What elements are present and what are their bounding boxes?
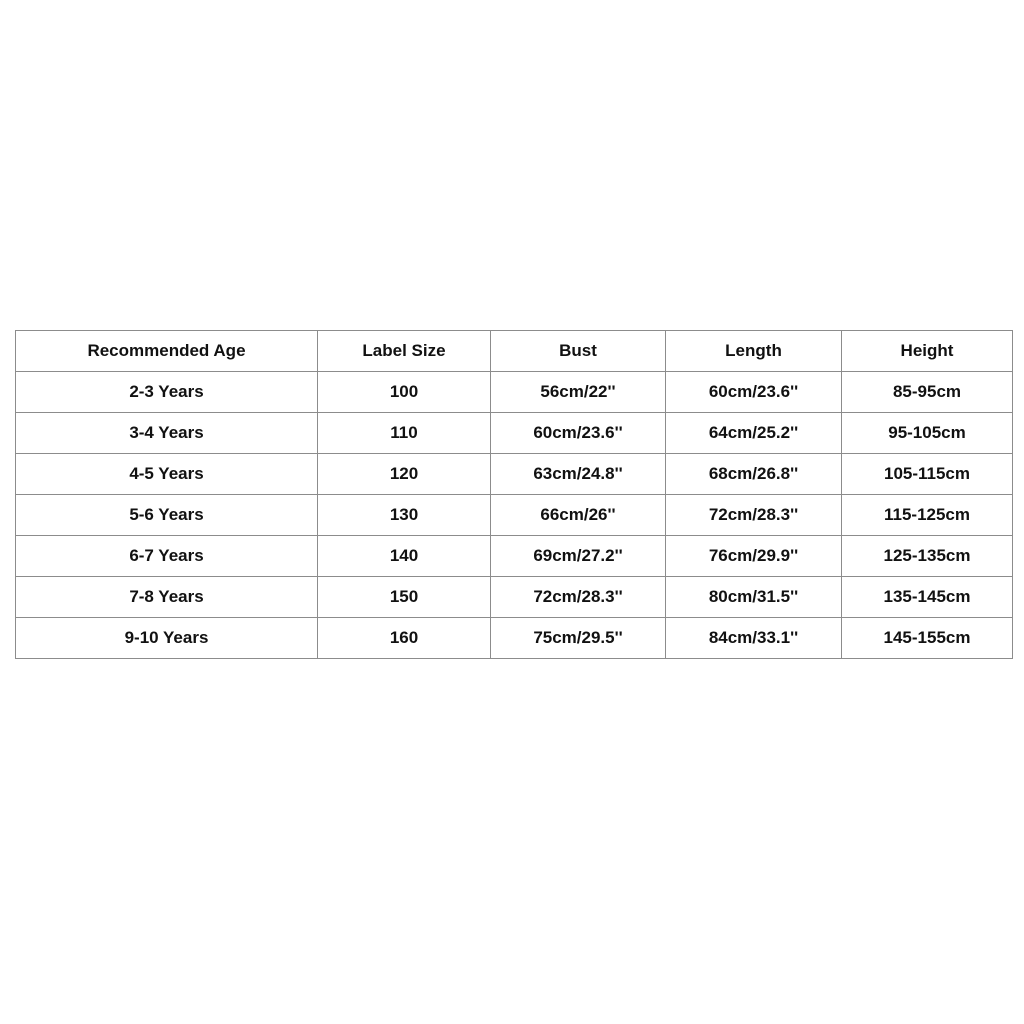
cell-length: 60cm/23.6'' (666, 372, 842, 413)
cell-age: 4-5 Years (16, 454, 318, 495)
cell-height: 85-95cm (842, 372, 1013, 413)
table-row (16, 454, 1013, 495)
cell-height: 145-155cm (842, 618, 1013, 659)
table-row (16, 372, 1013, 413)
cell-age: 7-8 Years (16, 577, 318, 618)
table-row (16, 536, 1013, 577)
cell-length: 72cm/28.3'' (666, 495, 842, 536)
table-row (16, 413, 1013, 454)
cell-bust: 69cm/27.2'' (491, 536, 666, 577)
cell-age: 9-10 Years (16, 618, 318, 659)
cell-label-size: 130 (318, 495, 491, 536)
cell-age: 2-3 Years (16, 372, 318, 413)
table-row (16, 577, 1013, 618)
header-recommended-age: Recommended Age (16, 331, 318, 372)
cell-label-size: 140 (318, 536, 491, 577)
cell-length: 64cm/25.2'' (666, 413, 842, 454)
cell-bust: 63cm/24.8'' (491, 454, 666, 495)
cell-length: 76cm/29.9'' (666, 536, 842, 577)
cell-height: 105-115cm (842, 454, 1013, 495)
cell-label-size: 160 (318, 618, 491, 659)
cell-label-size: 100 (318, 372, 491, 413)
cell-age: 5-6 Years (16, 495, 318, 536)
cell-bust: 60cm/23.6'' (491, 413, 666, 454)
cell-bust: 66cm/26'' (491, 495, 666, 536)
cell-age: 6-7 Years (16, 536, 318, 577)
table-header-row (16, 331, 1013, 372)
table-row (16, 495, 1013, 536)
cell-bust: 72cm/28.3'' (491, 577, 666, 618)
cell-length: 68cm/26.8'' (666, 454, 842, 495)
cell-age: 3-4 Years (16, 413, 318, 454)
cell-length: 84cm/33.1'' (666, 618, 842, 659)
header-height: Height (842, 331, 1013, 372)
cell-bust: 75cm/29.5'' (491, 618, 666, 659)
cell-height: 125-135cm (842, 536, 1013, 577)
cell-length: 80cm/31.5'' (666, 577, 842, 618)
cell-label-size: 150 (318, 577, 491, 618)
size-chart-table (15, 330, 1013, 659)
header-bust: Bust (491, 331, 666, 372)
cell-bust: 56cm/22'' (491, 372, 666, 413)
cell-label-size: 110 (318, 413, 491, 454)
cell-height: 115-125cm (842, 495, 1013, 536)
table-row (16, 618, 1013, 659)
cell-height: 95-105cm (842, 413, 1013, 454)
cell-label-size: 120 (318, 454, 491, 495)
header-length: Length (666, 331, 842, 372)
header-label-size: Label Size (318, 331, 491, 372)
cell-height: 135-145cm (842, 577, 1013, 618)
